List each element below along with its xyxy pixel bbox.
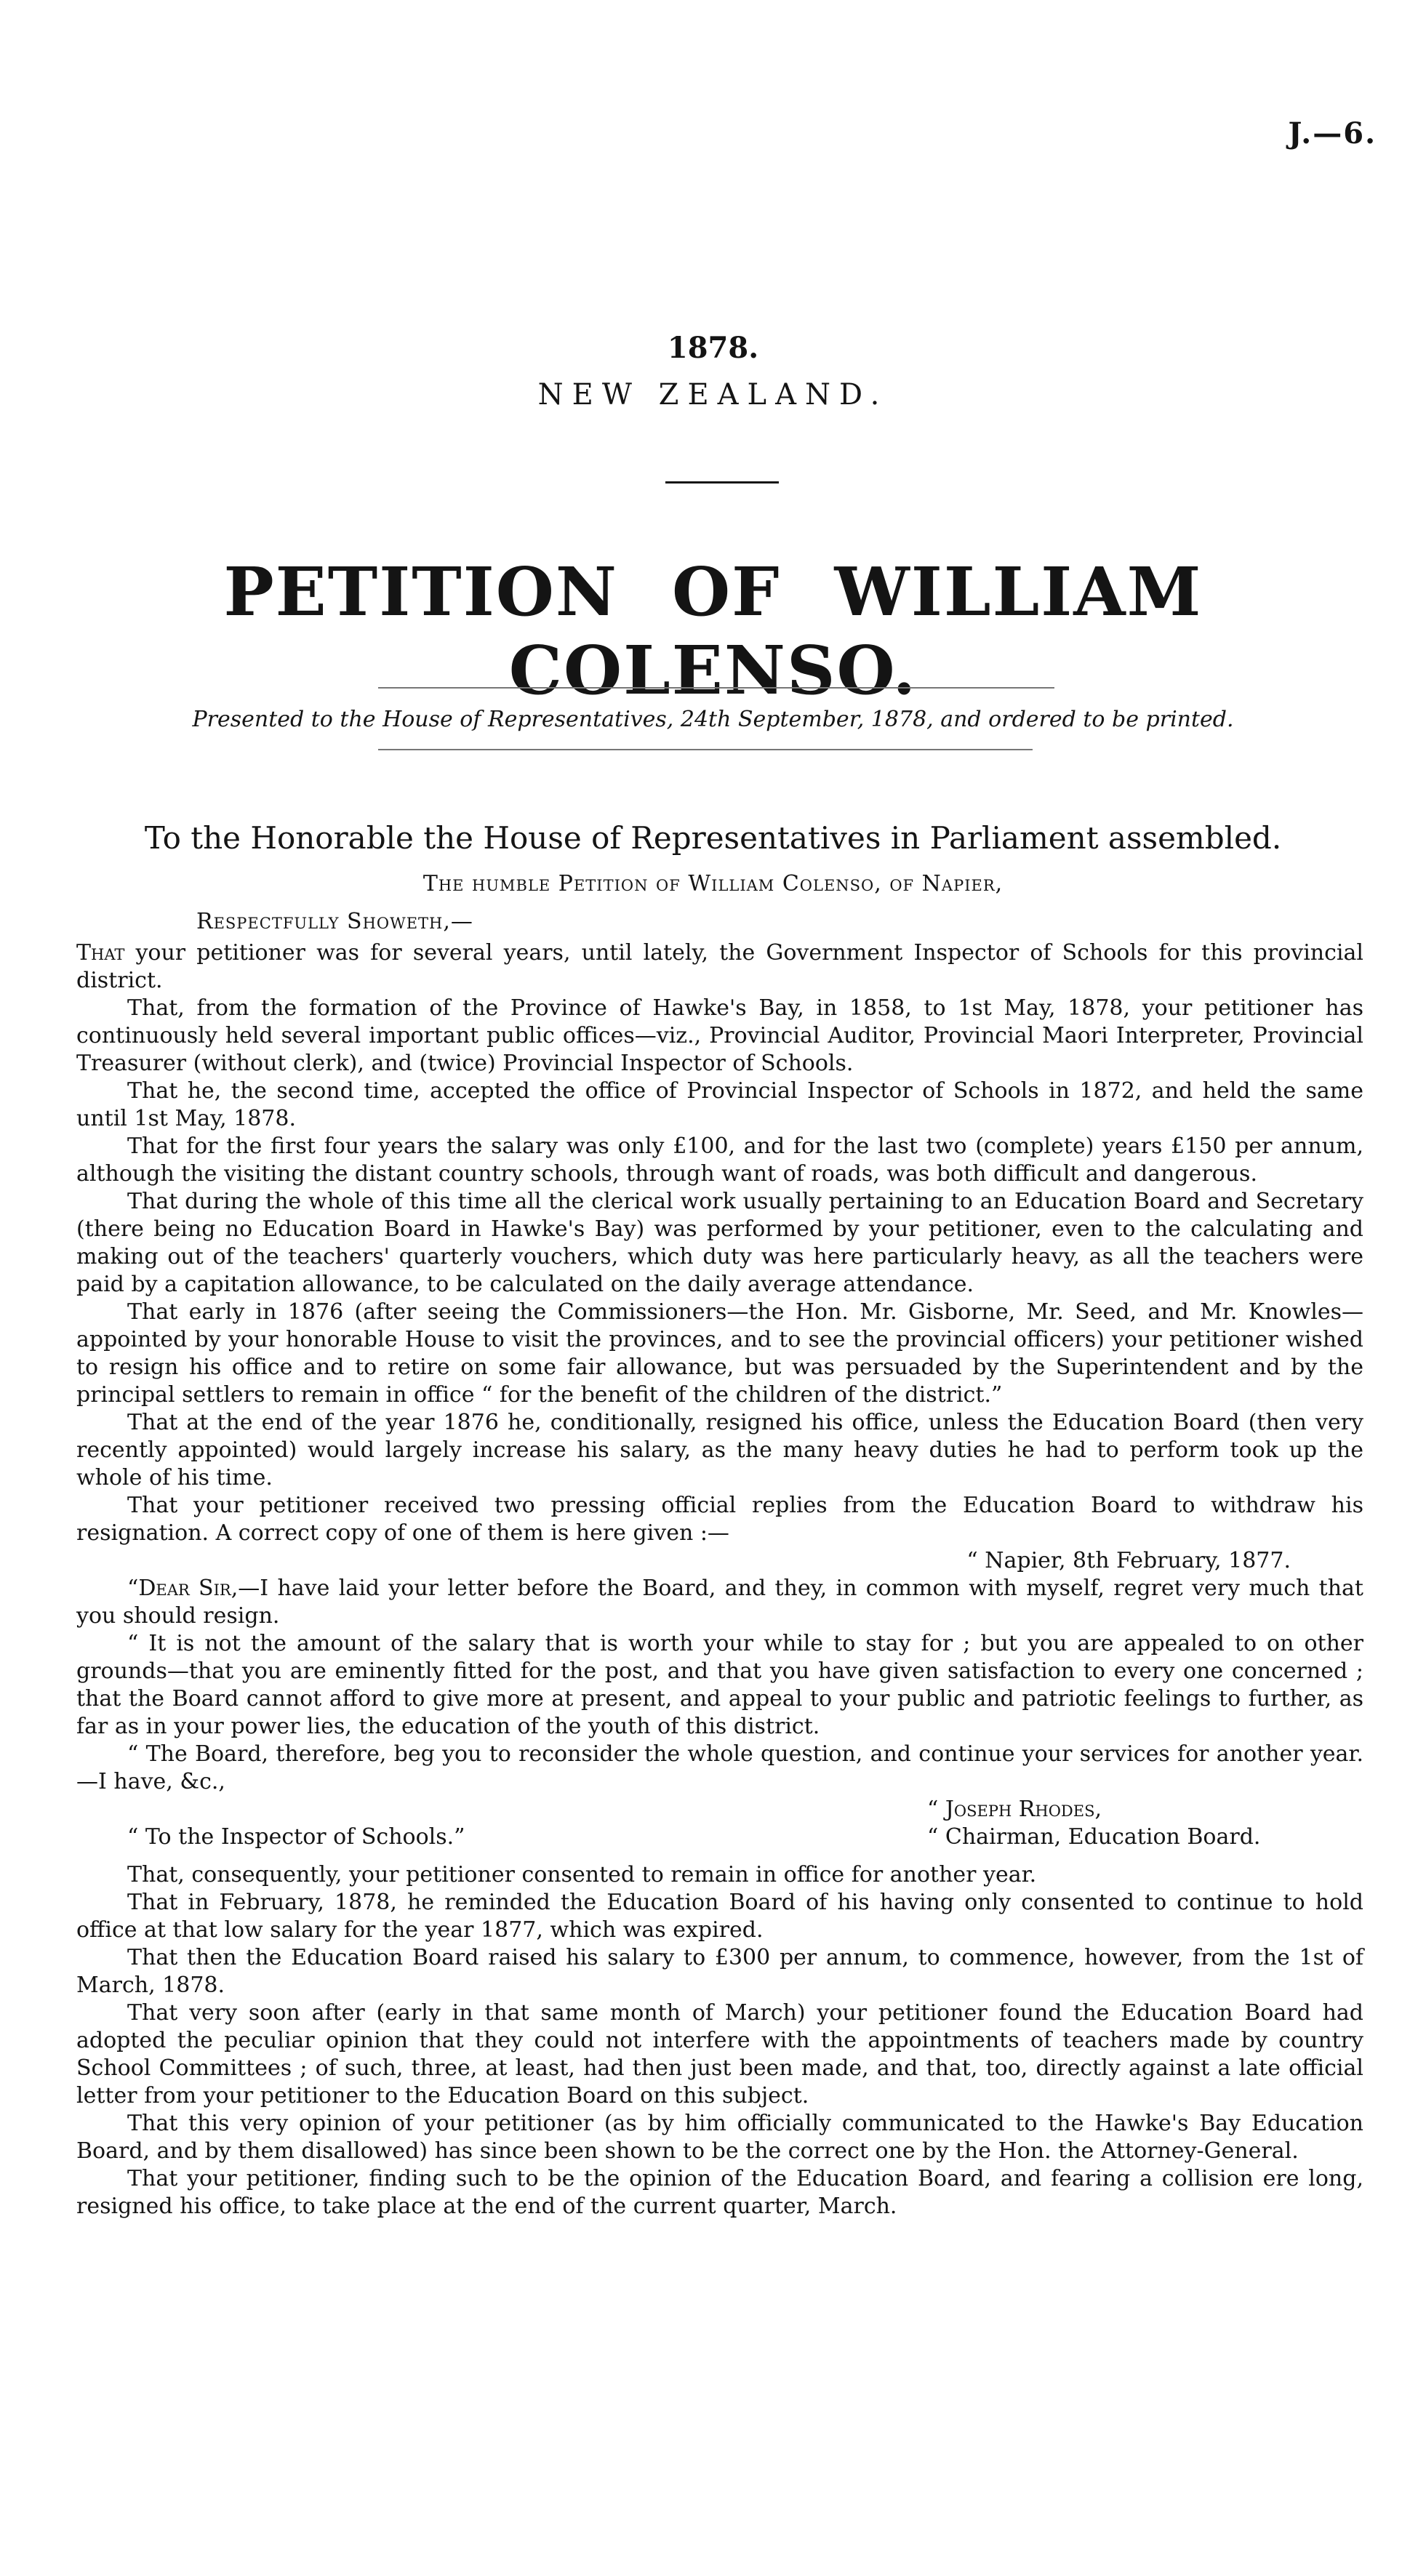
paragraph: That early in 1876 (after seeing the Commissioners—the Hon. Mr. Gisborne, Mr. Seed, and Mr. Knowles—appointed by your honorable House to visit the provinces, and to see the provincial officers) your petitioner wished to resign his office and to retire on some fair allowance, but was persuaded by the Superintendent and by the principal settlers to remain in office “ for the benefit of the children of the district.” — [76, 1299, 1363, 1408]
letter-addressee: “ To the Inspector of Schools.” — [127, 1824, 465, 1850]
heading-divider — [665, 481, 779, 483]
page-title: PETITION OF WILLIAM COLENSO. — [223, 553, 1203, 710]
paragraph: That very soon after (early in that same month of March) your petitioner found the Education Board had adopted the peculiar opinion that they could not interfere with the appointments of teachers made by country School Committees ; of such, three, at least, had then just been made, and that, too, directly against a late official letter from your petitioner to the Education Board on this subject. — [76, 2000, 1363, 2108]
year-heading: 1878. — [667, 331, 759, 365]
humble-petition-line: The humble Petition of William Colenso, of Napier, — [422, 871, 1004, 896]
letter-text: —I have laid your letter before the Board, and they, in common with myself, regret very much that you should resign. — [76, 1576, 1363, 1629]
paragraph — [76, 939, 1363, 995]
letter-paragraph: “ It is not the amount of the salary that is worth your while to stay for ; but you are appealed to on other grounds—that you are eminently fitted for the post, and that you have given satisfaction to every one concerned ; that the Board cannot afford to give more at present, and appeal to your public and patriotic feelings to further, as far as in your power lies, the education of the youth of this district. — [76, 1631, 1363, 1739]
letter-date: “ Napier, 8th February, 1877. — [966, 1548, 1291, 1573]
paragraph: That your petitioner received two pressing official replies from the Education Board to withdraw his resignation. A correct copy of one of them is here given :— — [76, 1493, 1363, 1546]
paragraph: That your petitioner, finding such to be the opinion of the Education Board, and fearing a collision ere long, resigned his office, to take place at the end of the current quarter, March. — [76, 2166, 1363, 2219]
country-heading: NEW ZEALAND. — [537, 378, 889, 412]
addressee-row — [76, 1823, 1363, 1851]
paragraph: That, from the formation of the Province of Hawke's Bay, in 1858, to 1st May, 1878, your petitioner has continuously held several important public offices—viz., Provincial Auditor, Provincial Maori Interpreter, Provincial Treasurer (without clerk), and (twice) Provincial Inspector of Schools. — [76, 995, 1363, 1076]
paragraph: That for the first four years the salary was only £100, and for the last two (complete) years £150 per annum, although the visiting the distant country schools, through want of roads, was both difficult and dangerous. — [76, 1133, 1363, 1187]
presented-line: Presented to the House of Representatives, 24th September, 1878, and ordered to be printed. — [192, 707, 1234, 732]
letter-closing-row — [76, 1741, 1363, 1796]
letter-signer: “ Joseph Rhodes, — [927, 1797, 1102, 1822]
paragraph: That, consequently, your petitioner consented to remain in office for another year. — [127, 1862, 1037, 1887]
letter-closing: “ The Board, therefore, beg you to reconsider the whole question, and continue your services for another year.—I have, &c., — [76, 1741, 1363, 1794]
paragraph: That in February, 1878, he reminded the Education Board of his having only consented to continue to hold office at that low salary for the year 1877, which was expired. — [76, 1890, 1363, 1943]
paragraph: That then the Education Board raised his salary to £300 per annum, to commence, however, from the 1st of March, 1878. — [76, 1945, 1363, 1998]
top-rule — [378, 687, 1054, 689]
paragraph: That at the end of the year 1876 he, conditionally, resigned his office, unless the Education Board (then very recently appointed) would largely increase his salary, as the many heavy duties he had to perform took up the whole of his time. — [76, 1410, 1363, 1490]
address-line: To the Honorable the House of Representatives in Parliament assembled. — [144, 820, 1282, 856]
signature-row — [76, 1796, 1363, 1823]
page-reference: J.—6. — [1288, 116, 1377, 151]
petition-body — [76, 939, 1363, 2220]
letter-signer-title: “ Chairman, Education Board. — [927, 1824, 1261, 1850]
letter-salutation: “Dear Sir, — [127, 1576, 239, 1601]
bottom-rule — [378, 749, 1033, 750]
spacer — [76, 1851, 1363, 1861]
paragraph: That this very opinion of your petitioner (as by him officially communicated to the Hawke's Bay Education Board, and by them disallowed) has since been shown to be the correct one by the Hon. the Attorney-General. — [76, 2111, 1363, 2164]
paragraph: That he, the second time, accepted the office of Provincial Inspector of Schools in 1872, and held the same until 1st May, 1878. — [76, 1078, 1363, 1131]
paragraph: That during the whole of this time all the clerical work usually pertaining to an Education Board and Secretary (there being no Education Board in Hawke's Bay) was performed by your petitioner, even to the calculating and making out of the teachers' quarterly vouchers, which duty was here particularly heavy, as all the teachers were paid by a capitation allowance, to be calculated on the daily average attendance. — [76, 1189, 1363, 1297]
paragraph-lead: That — [76, 940, 125, 966]
paragraph-text: your petitioner was for several years, until lately, the Government Inspector of Schools for this provincial district. — [76, 940, 1363, 993]
letter-paragraph — [76, 1575, 1363, 1630]
showeth-line: Respectfully Showeth,— — [196, 909, 473, 934]
